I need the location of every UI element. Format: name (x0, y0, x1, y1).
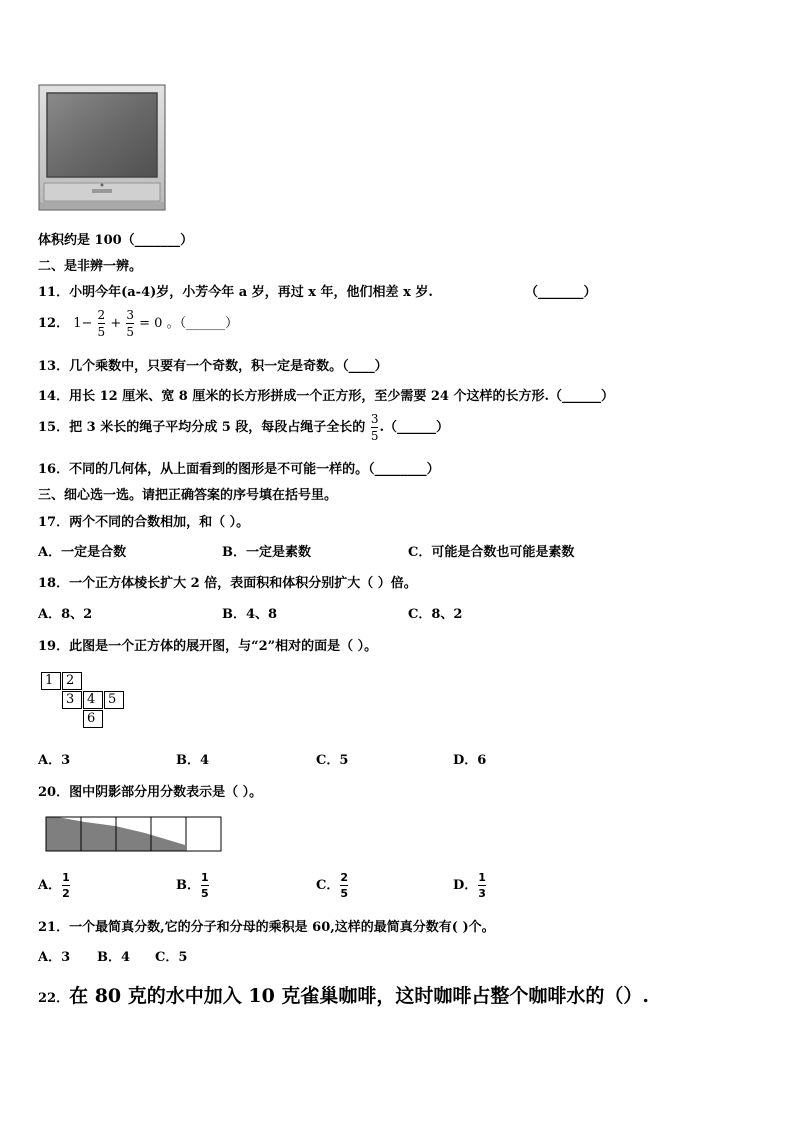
option-c[interactable]: C．可能是合数也可能是素数 (408, 545, 575, 560)
question-number: 18． (38, 576, 70, 591)
fraction-numerator: 3 (126, 308, 135, 322)
question-text: 几个乘数中，只要有一个奇数，积一定是奇数。（____） (69, 359, 388, 374)
fraction (62, 872, 70, 899)
option-b[interactable]: B．一定是素数 (222, 545, 311, 560)
net-face-3: 3 (62, 691, 82, 709)
question-number: 17． (38, 515, 70, 530)
option-c[interactable]: C．8、2 (408, 607, 463, 622)
fraction-numerator: 1 (62, 871, 70, 884)
fraction-numerator: 1 (478, 871, 486, 884)
question-19 (38, 635, 377, 654)
question-18 (38, 572, 417, 591)
fraction-numerator: 2 (340, 871, 349, 884)
fraction-denominator: 5 (340, 887, 349, 900)
option-c[interactable] (316, 871, 349, 901)
volume-line: 体积约是 100（_______） (38, 233, 194, 248)
net-face-2: 2 (62, 672, 82, 690)
option-a[interactable]: A．一定是合数 (38, 545, 127, 560)
option-c[interactable]: C．5 (316, 753, 349, 768)
question-text: 不同的几何体，从上面看到的图形是不可能一样的。（________） (69, 462, 440, 477)
option-d[interactable] (453, 871, 487, 901)
option-b[interactable] (176, 871, 210, 901)
option-label: B． (176, 878, 200, 893)
question-number: 19． (38, 639, 70, 654)
question-number: 22． (38, 991, 70, 1006)
fraction (98, 309, 106, 338)
option-a[interactable]: A．3 (38, 950, 71, 965)
option-c[interactable]: C．5 (155, 950, 188, 965)
question-number: 20． (38, 785, 70, 800)
option-d[interactable]: D．6 (453, 753, 487, 768)
net-face-6: 6 (83, 710, 103, 728)
expr-prefix: 1− (73, 316, 93, 331)
question-number: 21． (38, 920, 70, 935)
expr-suffix: = 0 。（______） (139, 316, 239, 331)
fraction-denominator: 5 (370, 429, 379, 443)
question-text: 用长 12 厘米、宽 8 厘米的长方形拼成一个正方形，至少需要 24 个这样的长方形.（______） (69, 389, 615, 404)
net-face-4: 4 (83, 691, 103, 709)
fraction (126, 309, 134, 338)
fraction-numerator: 1 (201, 871, 209, 884)
question-number: 16． (38, 462, 70, 477)
question-number: 13． (38, 359, 70, 374)
question-text: 在 80 克的水中加入 10 克雀巢咖啡，这时咖啡占整个咖啡水的（）. (69, 985, 650, 1007)
option-a[interactable] (38, 871, 71, 901)
answer-blank: （_______） (525, 285, 597, 300)
question-14 (38, 385, 614, 404)
question-text: 一个最简真分数,它的分子和分母的乘积是 60,这样的最简真分数有( )个。 (69, 920, 495, 935)
question-22 (38, 981, 649, 1008)
shaded-figure (45, 816, 222, 852)
option-a[interactable]: A．8、2 (38, 607, 93, 622)
fraction-numerator: 3 (370, 412, 379, 426)
section3-heading: 三、细心选一选。请把正确答案的序号填在括号里。 (38, 488, 338, 503)
fraction (201, 872, 209, 899)
fraction-denominator: 3 (478, 887, 486, 900)
question-text: 一个正方体棱长扩大 2 倍，表面积和体积分别扩大（ ）倍。 (69, 576, 417, 591)
question-20 (38, 781, 262, 800)
fraction (478, 872, 486, 899)
fraction-denominator: 2 (62, 887, 70, 900)
fraction-denominator: 5 (201, 887, 209, 900)
question-text: 此图是一个正方体的展开图，与“2”相对的面是（ ）。 (69, 639, 378, 654)
question-13 (38, 355, 388, 374)
question-text: 小明今年(a-4)岁，小芳今年 a 岁，再过 x 年，他们相差 x 岁. (69, 285, 433, 300)
option-a[interactable]: A．3 (38, 753, 71, 768)
question-15 (38, 412, 449, 444)
option-label: D． (453, 878, 478, 893)
cube-net (41, 672, 126, 728)
question-17 (38, 511, 249, 530)
question-number: 12． (38, 316, 70, 331)
question-16 (38, 458, 440, 477)
fraction (340, 872, 348, 899)
question-number: 15． (38, 420, 70, 435)
question-text: 图中阴影部分用分数表示是（ ）。 (69, 785, 263, 800)
question-text: 两个不同的合数相加，和（ ）。 (69, 515, 250, 530)
question-12 (38, 308, 238, 340)
question-number: 11． (38, 285, 70, 300)
section2-heading: 二、是非辨一辨。 (38, 259, 143, 274)
option-b[interactable]: B．4、8 (222, 607, 278, 622)
question-21 (38, 916, 495, 935)
fraction (371, 413, 379, 442)
net-face-1: 1 (41, 672, 61, 690)
option-b[interactable]: B．4 (97, 950, 131, 965)
question-11 (38, 281, 433, 300)
question-number: 14． (38, 389, 70, 404)
plus-sign: + (110, 316, 122, 331)
option-label: C． (316, 878, 340, 893)
fraction-denominator: 5 (97, 325, 106, 339)
fraction-denominator: 5 (126, 325, 135, 339)
option-b[interactable]: B．4 (176, 753, 210, 768)
net-face-5: 5 (104, 691, 124, 709)
tv-image (38, 84, 166, 211)
question-text: 把 3 米长的绳子平均分成 5 段，每段占绳子全长的 (69, 420, 366, 435)
option-label: A． (38, 878, 62, 893)
fraction-numerator: 2 (97, 308, 106, 322)
question-suffix: .（______） (379, 420, 449, 435)
